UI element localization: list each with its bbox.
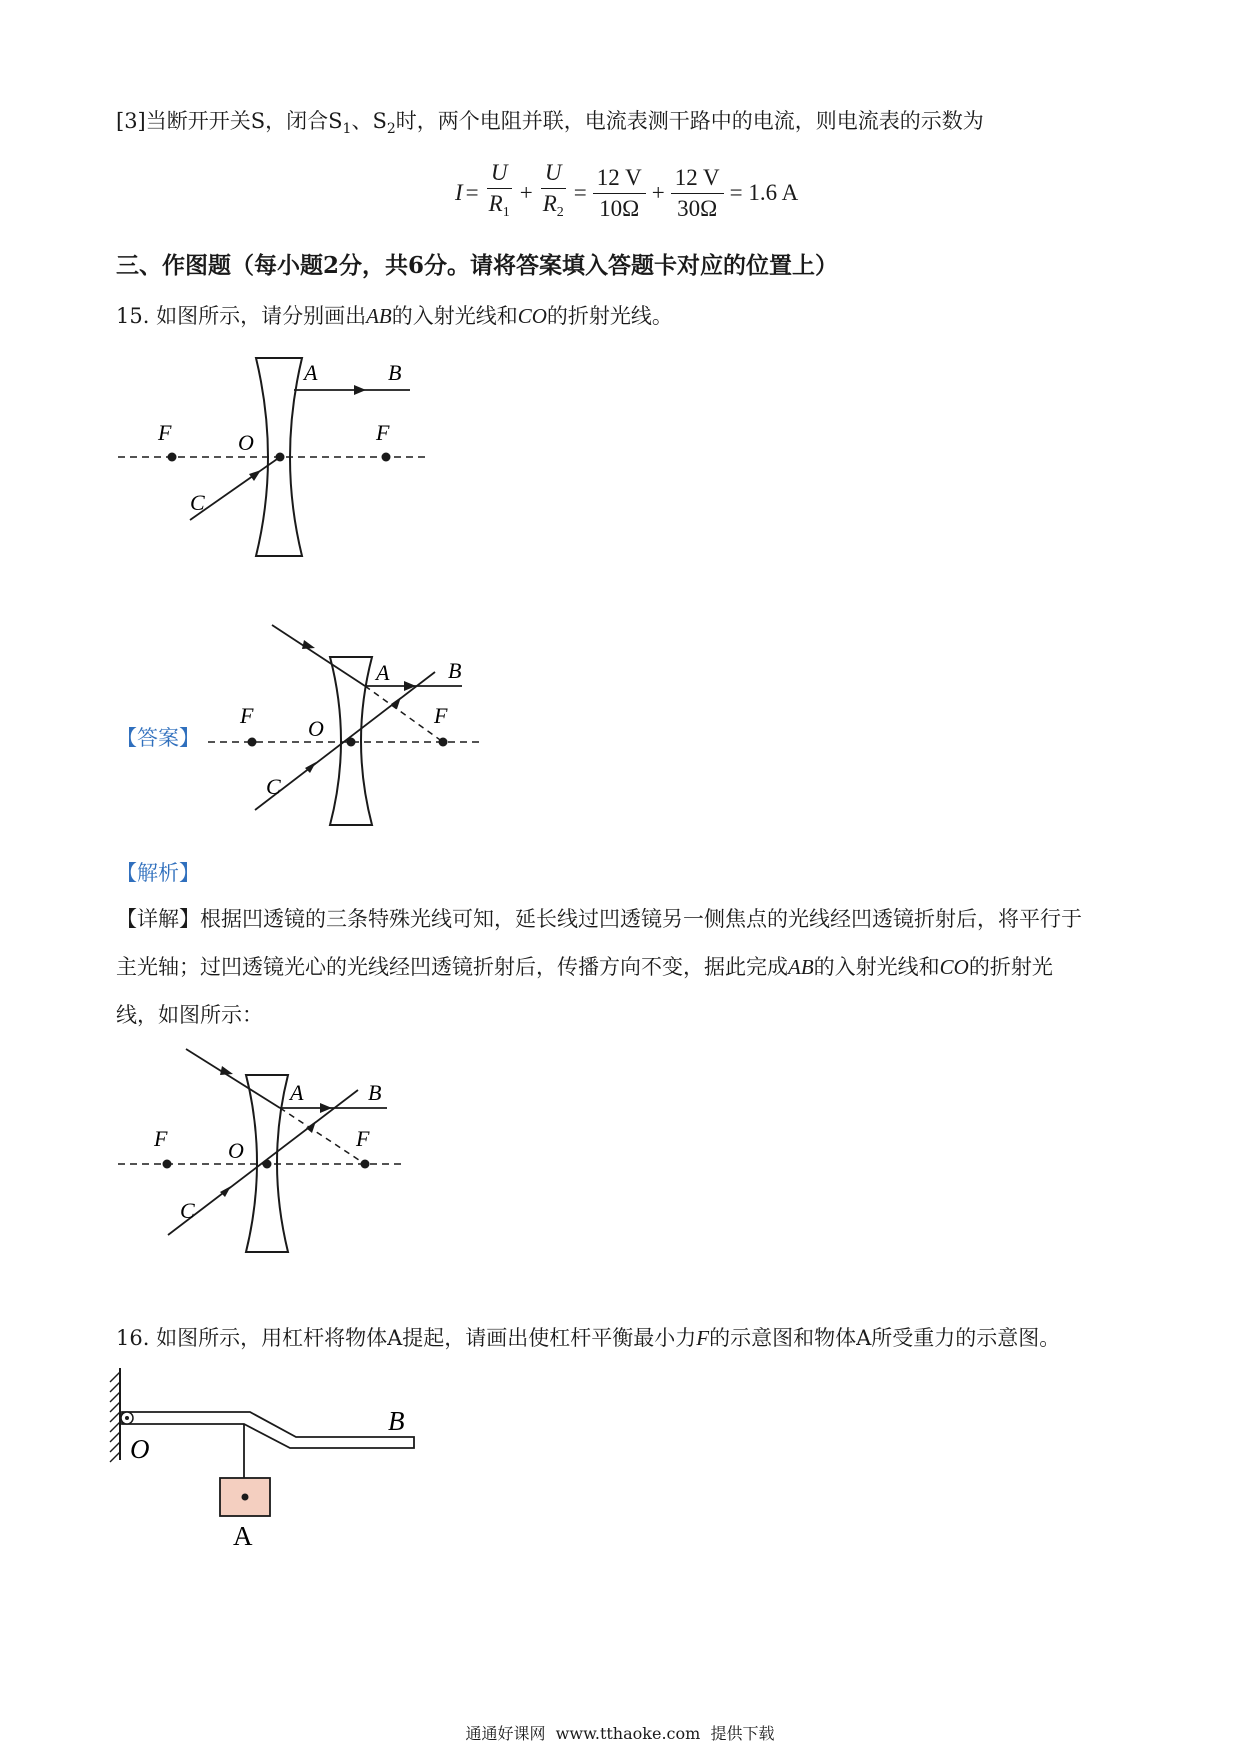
q16-f: F (696, 1326, 710, 1350)
label-b: B (388, 360, 402, 385)
label-a: A (304, 360, 318, 385)
incident-ray-arrowhead (302, 640, 315, 649)
label-f-right: F (356, 1126, 370, 1151)
r2-subscript: 2 (556, 205, 564, 220)
incident-ray (272, 625, 365, 686)
focal-point-left (168, 453, 177, 462)
label-o: O (228, 1138, 244, 1163)
detail-text-2: 主光轴；过凹透镜光心的光线经凹透镜折射后，传播方向不变，据此完成 (116, 955, 788, 979)
fraction-u-r2 (539, 160, 568, 226)
label-o: O (130, 1434, 150, 1464)
question-15 (116, 303, 673, 329)
label-f-right: F (434, 703, 448, 728)
detail-line-3 (116, 1002, 263, 1028)
fraction-numerator: 12 V (593, 165, 646, 194)
focal-point-left (163, 1160, 172, 1169)
ray-co-arrowhead (220, 1186, 231, 1197)
q15-co: CO (517, 304, 547, 328)
detail-text-3: 线，如图所示： (116, 1003, 263, 1027)
s1-subscript: 1 (342, 121, 352, 137)
section-heading: 三、作图题（每小题2分，共6分。请将答案填入答题卡对应的位置上） (116, 252, 839, 279)
label-b: B (368, 1080, 382, 1105)
detail-text-1: 根据凹透镜的三条特殊光线可知，延长线过凹透镜另一侧焦点的光线经凹透镜折射后，将平行于 (200, 907, 1082, 931)
label-c: C (266, 774, 281, 799)
label-f-left: F (240, 703, 254, 728)
answer-figure (200, 620, 490, 835)
prev-answer-text: [3]当断开开关S，闭合S (116, 109, 343, 133)
q16-lever-figure (108, 1360, 428, 1560)
pivot-center (125, 1416, 129, 1420)
label-o: O (308, 716, 324, 741)
focal-point-right (382, 453, 391, 462)
fraction-12v-30ohm (671, 165, 724, 222)
detail-line-2 (116, 954, 1053, 980)
ray-co-arrowhead (249, 470, 261, 481)
detail-co: CO (939, 955, 969, 979)
wall-hatching (110, 1372, 120, 1462)
refracted-ray-arrowhead (306, 1121, 316, 1133)
ray-ab-arrowhead (354, 385, 366, 395)
prev-answer-rest: 时，两个电阻并联，电流表测干路中的电流，则电流表的示数为 (395, 109, 984, 133)
fraction-numerator: 12 V (671, 165, 724, 194)
label-a: A (233, 1521, 253, 1551)
current-formula (455, 160, 801, 226)
q16-text-post: 的示意图和物体A所受重力的示意图。 (709, 1326, 1061, 1350)
refracted-ray-arrowhead (391, 697, 401, 709)
label-f-right: F (376, 420, 390, 445)
formula-plus: + (519, 180, 533, 205)
label-o: O (238, 430, 254, 455)
extension-line-dashed (365, 686, 443, 742)
formula-equals: = (573, 180, 587, 205)
detail-text-2-mid: 的入射光线和 (813, 955, 940, 979)
formula-lhs: I (455, 180, 463, 205)
prev-answer-mid: 、S (351, 109, 387, 133)
ray-ab-arrowhead (404, 681, 416, 691)
incident-ray-arrowhead (220, 1066, 233, 1075)
q15-concave-lens-figure (110, 350, 440, 565)
question-16 (116, 1325, 1060, 1351)
detail-ab: AB (788, 955, 814, 979)
label-a: A (376, 660, 390, 685)
q15-ab: AB (366, 304, 392, 328)
focal-point-left (248, 738, 257, 747)
label-f-left: F (158, 420, 172, 445)
q16-text: 16. 如图所示，用杠杆将物体A提起，请画出使杠杆平衡最小力 (116, 1326, 697, 1350)
fraction-denominator: 30Ω (677, 195, 718, 221)
label-c: C (180, 1198, 195, 1223)
q15-text: 15. 如图所示，请分别画出 (116, 304, 367, 328)
page-footer: 通通好课网 www.tthaoke.com 提供下载 (465, 1724, 775, 1743)
incident-ray (186, 1049, 280, 1108)
label-f-left: F (154, 1126, 168, 1151)
detail-text-2-post: 的折射光 (968, 955, 1053, 979)
label-c: C (190, 490, 205, 515)
q15-text-post: 的折射光线。 (546, 304, 673, 328)
fraction-u-r1 (485, 160, 514, 226)
label-b: B (388, 1406, 405, 1436)
detail-tag: 【详解】 (116, 907, 200, 931)
ray-co-through (168, 1090, 358, 1235)
r1-subscript: 1 (502, 205, 510, 220)
fraction-12v-10ohm (593, 165, 646, 222)
formula-equals: = (465, 180, 479, 205)
detail-figure (110, 1040, 410, 1260)
fraction-numerator: U (541, 160, 566, 189)
detail-line-1 (116, 906, 1082, 932)
prev-answer-line (116, 108, 984, 142)
q15-text-mid: 的入射光线和 (391, 304, 518, 328)
fraction-numerator: U (487, 160, 512, 189)
fraction-denominator: R (488, 191, 503, 216)
label-b: B (448, 658, 462, 683)
fraction-denominator: 10Ω (599, 195, 640, 221)
answer-tag: 【答案】 (116, 726, 200, 750)
s2-subscript: 2 (386, 121, 396, 137)
formula-result: = 1.6 A (729, 180, 799, 205)
fraction-denominator: R (542, 191, 557, 216)
ray-co-through (255, 672, 435, 810)
block-center-of-gravity (242, 1494, 249, 1501)
formula-plus: + (651, 180, 665, 205)
analysis-tag: 【解析】 (116, 861, 200, 885)
lever-bar (122, 1412, 414, 1448)
label-a: A (290, 1080, 304, 1105)
